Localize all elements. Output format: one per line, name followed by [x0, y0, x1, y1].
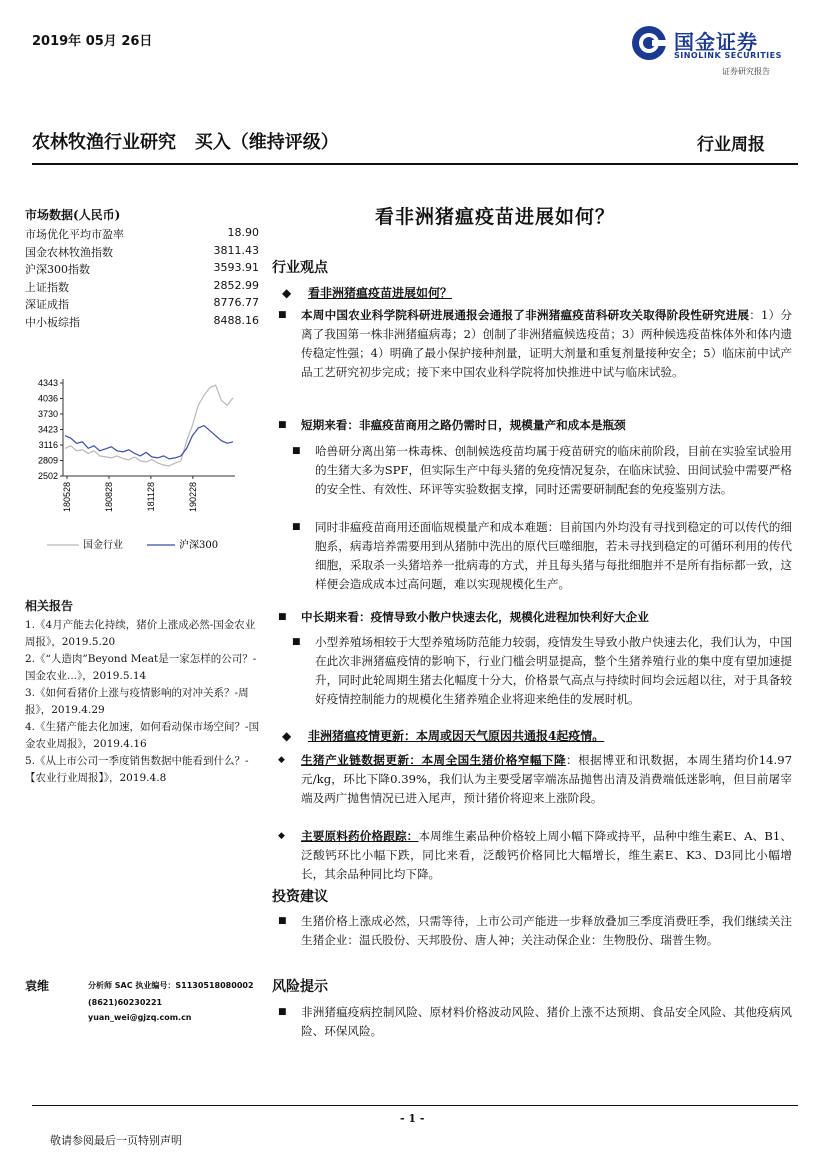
related-report-link[interactable]: 4.《生猪产能去化加速，如何看动保市场空间？-国金农业周报》，2019.4.16: [25, 721, 260, 750]
industry-view-heading: 行业观点: [272, 260, 328, 276]
square-bullet-icon: ■: [278, 1007, 287, 1017]
footer-divider: [32, 1105, 798, 1106]
market-data-heading: 市场数据(人民币): [25, 208, 121, 222]
analyst-registration: 分析师 SAC 执业编号：S1130518080002: [88, 981, 254, 990]
bullet-long-term: ■ 中长期来看：疫情导致小散户快速去化，规模化进程加快利好大企业: [278, 608, 792, 627]
market-row: [25, 314, 259, 330]
page-number: - 1 -: [400, 1112, 425, 1125]
market-row: [25, 244, 259, 260]
market-row-value: 8488.16: [213, 313, 259, 327]
diamond-bullet-icon: ◆: [278, 831, 285, 841]
report-title: 看非洲猪瘟疫苗进展如何？: [375, 206, 616, 228]
market-row-label: 国金农林牧渔指数: [25, 245, 113, 259]
industry-rating-title: 农林牧渔行业研究 买入（维持评级）: [32, 132, 339, 153]
y-tick-label: 4343: [37, 378, 58, 388]
related-report-link[interactable]: 5.《从上市公司一季度销售数据中能看到什么？-【农业行业周报】》，2019.4.8: [25, 755, 249, 784]
risk-heading: 风险提示: [272, 979, 328, 995]
diamond-bullet-icon: ◆: [282, 729, 292, 743]
market-row-label: 深证成指: [25, 298, 69, 311]
market-row-label: 沪深300指数: [25, 263, 90, 276]
market-row-label: 中小板综指: [25, 315, 80, 329]
investment-advice-heading: 投资建议: [272, 889, 328, 905]
square-bullet-icon: ■: [292, 637, 301, 647]
market-row-value: 8776.77: [213, 296, 259, 309]
disclaimer-note: 敬请参阅最后一页特别声明: [50, 1134, 182, 1147]
market-row: [25, 261, 259, 277]
y-tick-label: 3730: [37, 409, 58, 419]
related-report-link[interactable]: 1.《4月产能去化持续，猪价上涨成必然-国金农业周报》，2019.5.20: [25, 619, 256, 648]
header-divider: [32, 163, 798, 165]
author-phone: (8621)60230221: [88, 998, 163, 1007]
square-bullet-icon: ■: [278, 420, 287, 430]
y-tick-label: 3116: [38, 440, 58, 450]
logo-mark-icon: [630, 24, 668, 62]
report-type: 行业周报: [697, 135, 765, 155]
series-line-0: [65, 385, 233, 466]
market-row-value: 18.90: [227, 226, 259, 239]
related-report-link[interactable]: 3.《如何看猪价上涨与疫情影响的对冲关系？-周报》，2019.4.29: [25, 687, 249, 716]
bullet-short-term: ■ 短期来看：非瘟疫苗商用之路仍需时日，规模量产和成本是瓶颈: [278, 416, 792, 435]
x-tick-label: 190228: [187, 482, 198, 513]
bullet-investment: ■ 生猪价格上涨成必然，只需等待，上市公司产能进一步释放叠加三季度消费旺季，我们继续关注生猪企业：温氏股份、天邦股份、唐人神；关注动保企业：生物股份、瑞普生物。: [278, 914, 792, 947]
bullet-raw-materials: ◆ 主要原料药价格跟踪：本周维生素品种价格较上周小幅下降或持平，品种中维生素E、A、B1、泛酸钙环比小幅下跌，同比来看，泛酸钙价格同比大幅增长，维生素E、K3、D3同比小幅增长，其余品种同比均下降。: [278, 829, 792, 881]
x-tick-label: 181128: [145, 482, 156, 512]
bullet-vaccine-progress: ■ 本周中国农业科学院科研进展通报会通报了非洲猪瘟疫苗科研攻关取得阶段性研究进展：1）分离了我国第一株非洲猪瘟病毒；2）创制了非洲猪瘟候选疫苗；3）两种候选疫苗株体外和体内遗传稳定性强；4）明确了最小保护接种剂量，证明大剂量和重复剂量接种安全；5）临床前中试产品工艺研究初步完成；接下来中国农业科学院将加快推进中试与临床试验。: [278, 308, 792, 379]
market-row-label: 市场优化平均市盈率: [25, 228, 124, 241]
y-tick-label: 3423: [37, 424, 58, 435]
x-tick-label: 180528: [62, 482, 72, 513]
square-bullet-icon: ■: [278, 310, 287, 320]
bullet-mass-production: ■ 同时非瘟疫苗商用还面临规模量产和成本难题：目前国内外均没有寻找到稳定的可以传代的细胞系，病毒培养需要用到从猪肺中洗出的原代巨噬细胞，若未寻找到稳定的可循环利用的传代细胞，采取杀一头猪培养一批病毒的方式，并且每头猪与每批细胞并不是所有指标都一致，这样便会造成成本过高问题，难以实现规模化生产。: [292, 520, 792, 591]
series-line-1: [65, 426, 233, 459]
logo-name-en: SINOLINK SECURITIES: [674, 51, 782, 60]
square-bullet-icon: ■: [292, 446, 301, 456]
sub-heading-outbreak: ◆ 非洲猪瘟疫情更新：本周或因天气原因共通报4起疫情。: [282, 729, 605, 743]
square-bullet-icon: ■: [292, 522, 301, 532]
market-row: [25, 226, 259, 242]
x-tick-label: 180828: [103, 482, 114, 513]
logo-subtitle: 证券研究报告: [722, 67, 770, 76]
square-bullet-icon: ■: [278, 916, 287, 926]
author-email[interactable]: yuan_wei@gjzq.com.cn: [88, 1013, 192, 1022]
market-row-value: 3811.43: [213, 243, 259, 257]
related-reports-heading: 相关报告: [25, 599, 74, 613]
author-name: 袁维: [25, 979, 50, 993]
logo-name-cn: 国金证券: [674, 30, 758, 54]
bullet-preclinical: ■ 哈兽研分离出第一株毒株、创制候选疫苗均属于疫苗研究的临床前阶段，目前在实验室试验用的生猪大多为SPF，但实际生产中每头猪的免疫情况复杂，在临床试验、田间试验中需要严格的安全性、有效性、环评等实验数据支撑，同时还需要研制配套的免疫鉴别方法。: [292, 444, 792, 496]
bullet-small-farms: ■ 小型养殖场相较于大型养殖场防范能力较弱，疫情发生导致小散户快速去化，我们认为，中国在此次非洲猪瘟疫情的影响下，行业门槛会明显提高，整个生猪养殖行业的集中度有望加速提升，同时此轮周期生猪去化幅度十分大，价格景气高点与持续时间均会远超以往，对于具备较好疫情控制能力的规模化生猪养殖企业将迎来绝佳的发展时机。: [292, 635, 792, 706]
legend-label: 沪深300: [179, 540, 219, 551]
market-row-label: 上证指数: [25, 280, 69, 294]
legend-label: 国金行业: [83, 540, 123, 551]
diamond-bullet-icon: ◆: [282, 286, 292, 300]
market-row-value: 3593.91: [213, 261, 259, 274]
report-date: 2019年 05月 26日: [32, 34, 153, 49]
market-row: [25, 296, 259, 312]
index-line-chart: [25, 370, 265, 570]
square-bullet-icon: ■: [278, 612, 287, 622]
y-tick-label: 4036: [37, 393, 58, 404]
bullet-hog-price: ◆ 生猪产业链数据更新：本周全国生猪价格窄幅下降：根据博亚和讯数据，本周生猪均价14.97元/kg，环比下降0.39%，我们认为主要受屠宰端冻品抛售出清及消费端低迷影响，但目前屠宰端及两广抛售情况已进入尾声，预计猪价将迎来上涨阶段。: [278, 753, 792, 805]
y-tick-label: 2502: [37, 471, 58, 481]
market-row: [25, 279, 259, 295]
market-row-value: 2852.99: [213, 278, 259, 292]
bullet-risk: ■ 非洲猪瘟疫病控制风险、原材料价格波动风险、猪价上涨不达预期、食品安全风险、其他疫病风险、环保风险。: [278, 1005, 792, 1038]
sub-heading-vaccine: ◆ 看非洲猪瘟疫苗进展如何？: [282, 286, 452, 300]
related-report-link[interactable]: 2.《“人造肉”Beyond Meat是一家怎样的公司？-国金农业...》，2019.5.14: [25, 653, 257, 682]
company-logo: [630, 22, 805, 82]
y-tick-label: 2809: [37, 455, 58, 466]
diamond-bullet-icon: ◆: [278, 755, 285, 765]
